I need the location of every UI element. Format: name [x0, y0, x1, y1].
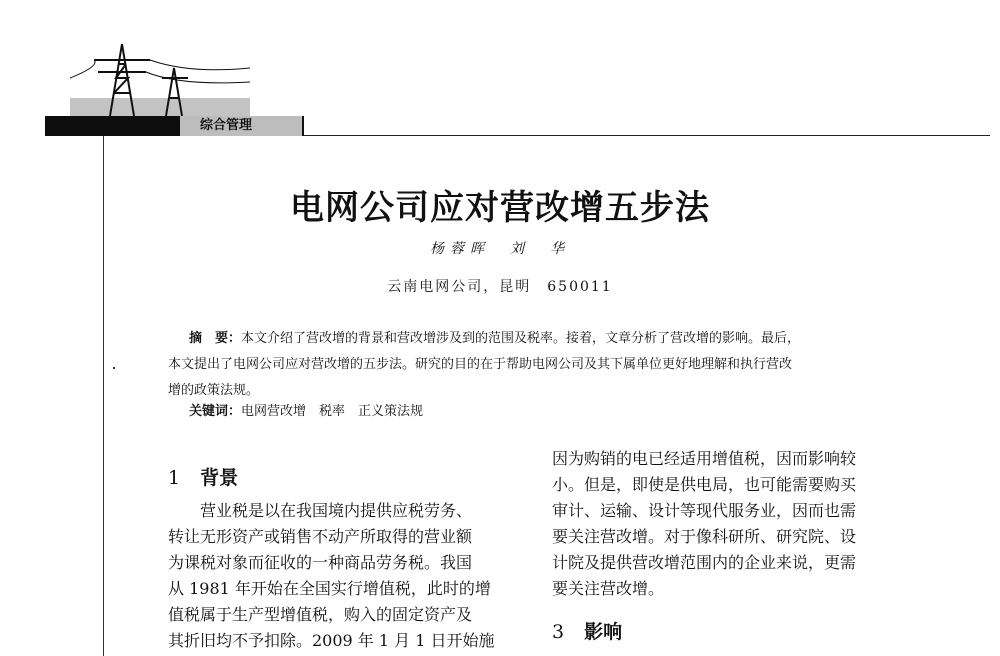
body-line: 小。但是，即使是供电局，也可能需要购买 — [552, 475, 857, 494]
body-line: 因为购销的电已经适用增值税，因而影响较 — [552, 449, 857, 468]
section-title: 影响 — [584, 621, 623, 643]
section-label: 综合管理 — [180, 116, 304, 136]
section-heading — [552, 616, 952, 652]
section-banner-bar — [45, 116, 180, 136]
abstract-line: 增的政策法规。 — [168, 383, 260, 398]
section-number: 3 — [552, 621, 565, 643]
abstract-line: 本文介绍了营改增的背景和营改增涉及到的范围及税率。接着，文章分析了营改增的影响。最后， — [241, 331, 801, 346]
section-number: 1 — [168, 467, 181, 489]
body-line: 审计、运输、设计等现代服务业，因而也需 — [552, 501, 857, 520]
keywords — [189, 402, 423, 422]
article-title: 电网公司应对营改增五步法 — [290, 188, 710, 228]
power-tower-icon — [70, 38, 250, 118]
body-line: 要关注营改增。对于像科研所、研究院、设 — [552, 527, 857, 546]
scan-speck — [113, 367, 115, 369]
header-rule — [304, 135, 990, 136]
body-line: 值税属于生产型增值税，购入的固定资产及 — [168, 605, 473, 624]
right-column — [552, 446, 952, 652]
body-line: 转让无形资产或销售不动产所取得的营业额 — [168, 527, 473, 546]
keywords-label: 关键词： — [189, 404, 242, 419]
article-affiliation: 云南电网公司，昆明 650011 — [387, 279, 613, 295]
body-line: 从 1981 年开始在全国实行增值税，此时的增 — [168, 579, 491, 598]
abstract-line: 本文提出了电网公司应对营改增的五步法。研究的目的在于帮助电网公司及其下属单位更好地理解和执行营改 — [168, 357, 793, 372]
section-title: 背景 — [200, 467, 239, 489]
article-authors: 杨蓉晖 刘 华 — [430, 241, 570, 257]
section-heading — [168, 462, 568, 498]
left-column — [168, 462, 568, 654]
body-line: 计院及提供营改增范围内的企业来说，更需 — [552, 553, 857, 572]
body-line: 为课税对象而征收的一种商品劳务税。我国 — [168, 553, 473, 572]
body-line: 营业税是以在我国境内提供应税劳务、 — [200, 501, 473, 520]
body-line: 要关注营改增。 — [552, 579, 665, 598]
keywords-text: 电网营改增 税率 正义策法规 — [241, 404, 424, 419]
abstract-label: 摘 要： — [189, 331, 242, 346]
abstract — [168, 326, 908, 404]
body-line: 其折旧均不予扣除。2009 年 1 月 1 日开始施 — [168, 631, 495, 650]
